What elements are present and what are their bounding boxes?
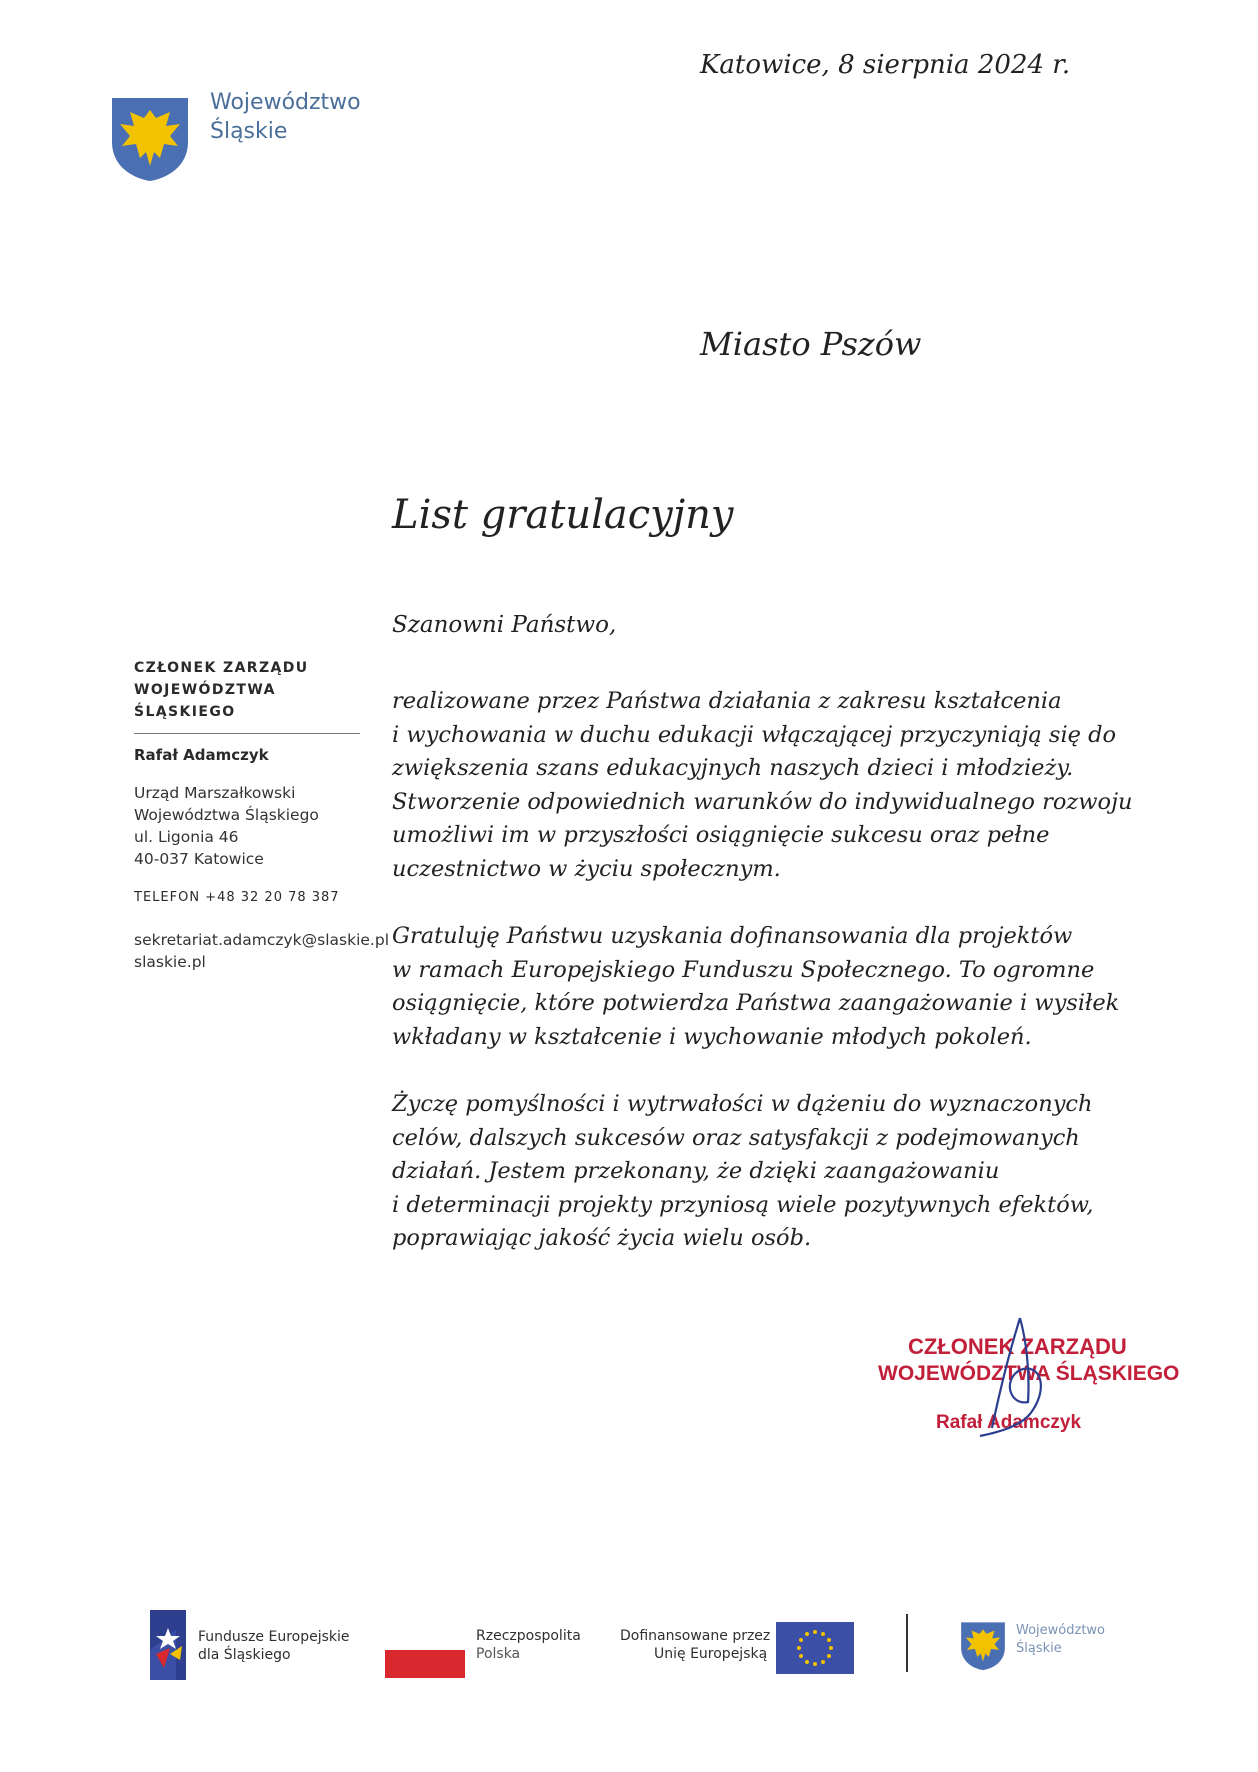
website-link[interactable]: slaskie.pl [134,953,206,971]
poland-label-line-2: Polska [476,1646,521,1662]
paragraph-line: osiągnięcie, które potwierdza Państwa zaangażowanie i wysiłek [392,990,1120,1016]
letter-title: List gratulacyjny [392,492,734,538]
paragraph-line: Stworzenie odpowiednich warunków do indywidualnego rozwoju [392,788,1133,815]
address-line: Województwa Śląskiego [134,806,319,824]
paragraph [392,920,1132,1054]
address-line: Urząd Marszałkowski [134,784,296,802]
paragraph-line: umożliwi im w przyszłości osiągnięcie sukcesu oraz pełne [392,822,1050,848]
address-line: ul. Ligonia 46 [134,828,239,846]
paragraph-line: Gratuluję Państwu uzyskania dofinansowania dla projektów [392,923,1073,949]
region-label-line-1: Województwo [1016,1623,1106,1638]
stamp-name: Rafał Adamczyk [936,1412,1082,1433]
letter-date: Katowice, 8 sierpnia 2024 r. [700,50,1071,80]
poland-flag-icon [385,1650,465,1678]
paragraph [392,1088,1132,1256]
paragraph-line: poprawiając jakość życia wielu osób. [392,1225,812,1251]
logo-text-line-1: Województwo [210,90,361,115]
eu-flag-icon [776,1622,854,1674]
signature-icon [860,1310,1160,1460]
eu-label-line-1: Dofinansowane przez [620,1628,771,1644]
funds-label-line-2: dla Śląskiego [198,1647,291,1663]
paragraph-line: i determinacji projekty przyniosą wiele pozytywnych efektów, [392,1191,1094,1218]
divider [134,733,360,734]
footer-divider [906,1614,908,1672]
sender-name: Rafał Adamczyk [134,746,269,764]
paragraph-line: zwiększenia szans edukacyjnych naszych dzieci i młodzieży. [392,755,1074,781]
recipient: Miasto Pszów [700,325,922,363]
paragraph-line: wkładany w kształcenie i wychowanie młodych pokoleń. [392,1023,1032,1050]
paragraph-line: i wychowania w duchu edukacji włączającej przyczyniają się do [392,721,1117,748]
funds-label-line-1: Fundusze Europejskie [198,1629,350,1645]
region-coat-of-arms-icon [960,1620,1006,1672]
sender-role-line-1: CZŁONEK ZARZĄDU [134,660,309,676]
paragraph-line: uczestnictwo w życiu społecznym. [392,855,781,882]
paragraph-line: Życzę pomyślności i wytrwałości w dążeniu do wyznaczonych [392,1091,1093,1117]
region-logo [110,90,380,186]
paragraph-line: działań. Jestem przekonany, że dzięki zaangażowaniu [392,1158,1000,1184]
eu-funds-logo-icon [150,1610,186,1680]
coat-of-arms-icon [110,96,190,182]
email-link[interactable]: sekretariat.adamczyk@slaskie.pl [134,931,390,949]
logo-text-line-2: Śląskie [210,119,288,144]
paragraph-line: celów, dalszych sukcesów oraz satysfakcji z podejmowanych [392,1124,1080,1151]
paragraph [392,685,1132,886]
stamp-line-1: CZŁONEK ZARZĄDU [908,1334,1127,1359]
eu-label-line-2: Unię Europejską [654,1646,768,1662]
poland-label-line-1: Rzeczpospolita [476,1628,581,1644]
funding-footer [140,1600,1140,1690]
stamp-line-2: WOJEWÓDZTWA ŚLĄSKIEGO [878,1362,1180,1385]
signature-stamp [860,1310,1180,1460]
paragraph-line: realizowane przez Państwa działania z zakresu kształcenia [392,688,1062,714]
salutation: Szanowni Państwo, [392,612,617,638]
region-label-line-2: Śląskie [1016,1641,1062,1656]
phone: TELEFON +48 32 20 78 387 [134,890,340,905]
sender-sidebar [134,657,390,973]
sender-role-line-2: WOJEWÓDZTWA ŚLĄSKIEGO [134,682,276,720]
address-line: 40-037 Katowice [134,850,264,868]
paragraph-line: w ramach Europejskiego Funduszu Społecznego. To ogromne [392,956,1095,983]
